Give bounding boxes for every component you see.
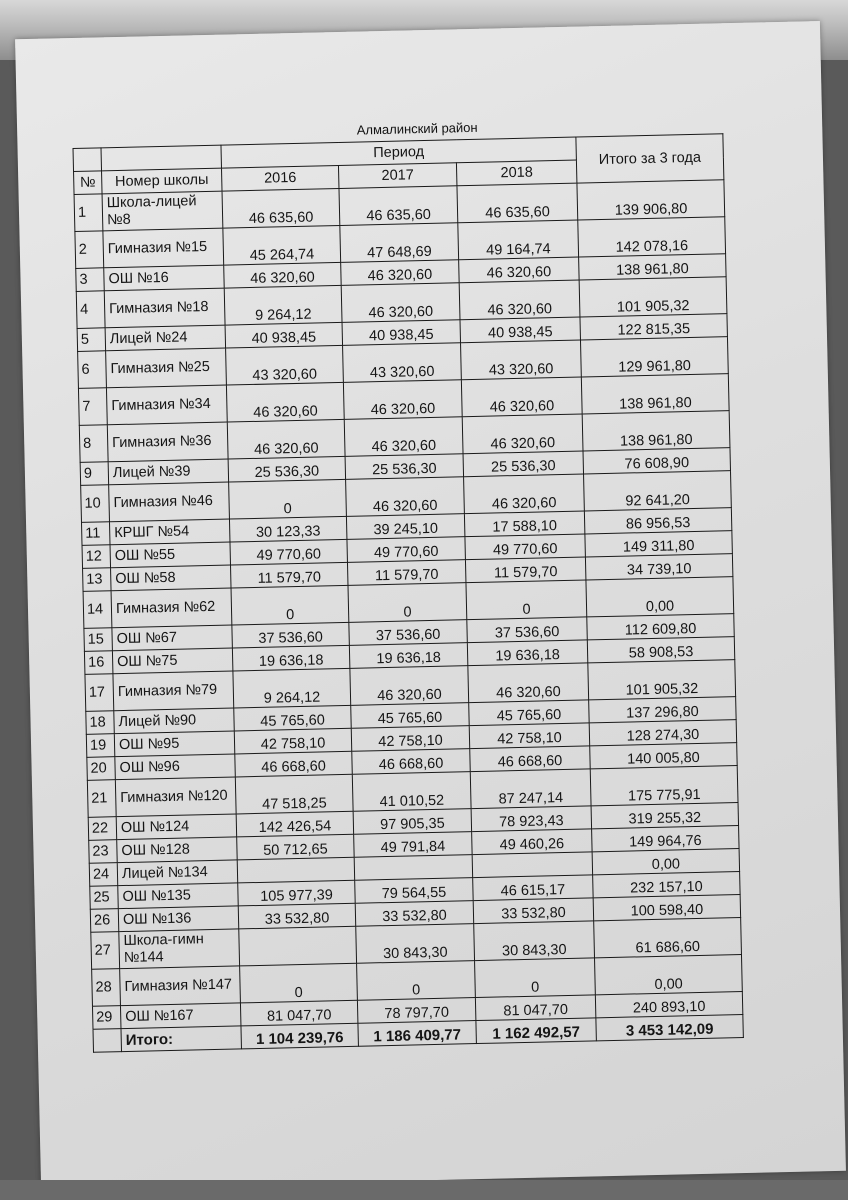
value-2016: 46 668,60 (235, 751, 352, 777)
row-number: 26 (90, 909, 119, 933)
header-spacer-school (101, 145, 221, 171)
row-number: 12 (82, 545, 111, 569)
value-2016: 49 770,60 (230, 539, 347, 565)
row-number: 3 (76, 268, 105, 292)
value-2016: 46 320,60 (224, 262, 341, 288)
school-name: ОШ №55 (110, 542, 230, 568)
value-total: 319 255,32 (591, 803, 738, 829)
row-number: 2 (75, 231, 104, 269)
value-total: 142 078,16 (578, 217, 726, 257)
value-2016: 0 (229, 479, 347, 519)
value-2016: 45 264,74 (223, 225, 341, 265)
row-number: 25 (90, 886, 119, 910)
row-number: 28 (92, 969, 121, 1007)
value-2018: 46 320,60 (459, 280, 580, 320)
value-2018: 49 460,26 (472, 829, 592, 855)
value-2018: 49 770,60 (465, 534, 585, 560)
value-2016: 43 320,60 (226, 345, 344, 385)
value-2016: 45 765,60 (234, 705, 351, 731)
school-name: Лицей №39 (108, 459, 228, 485)
school-name: Школа-гимн №144 (119, 929, 240, 969)
value-total: 128 274,30 (589, 720, 736, 746)
row-number: 14 (83, 591, 112, 629)
value-2017: 0 (348, 583, 467, 623)
value-2017: 45 765,60 (351, 703, 469, 729)
row-number: 17 (85, 674, 114, 712)
value-total: 58 908,53 (587, 637, 734, 663)
school-name: КРШГ №54 (109, 519, 229, 545)
value-total: 138 961,80 (581, 374, 729, 414)
value-2018: 46 320,60 (461, 377, 582, 417)
value-2018: 81 047,70 (475, 995, 595, 1021)
value-2018: 0 (475, 958, 596, 998)
header-total: Итого за 3 года (576, 134, 724, 183)
row-number: 24 (89, 863, 118, 887)
value-2017: 46 668,60 (352, 749, 470, 775)
school-name: ОШ №135 (118, 883, 238, 909)
totals-2018: 1 162 492,57 (476, 1018, 596, 1044)
school-name: ОШ №67 (112, 625, 232, 651)
value-2018: 46 615,17 (473, 875, 593, 901)
row-number: 9 (80, 462, 109, 486)
school-name: ОШ №95 (114, 731, 234, 757)
school-name: ОШ №124 (116, 814, 236, 840)
school-name: Гимназия №36 (107, 422, 228, 462)
value-total: 137 296,80 (589, 697, 736, 723)
row-number: 5 (77, 328, 106, 352)
document-title: Алмалинский район (356, 119, 478, 138)
value-2017: 40 938,45 (342, 320, 460, 346)
school-name: Гимназия №62 (111, 588, 232, 628)
value-2017: 49 791,84 (354, 832, 472, 858)
value-total: 175 775,91 (590, 766, 738, 806)
value-2017: 11 579,70 (347, 560, 465, 586)
value-2018: 46 320,60 (462, 414, 583, 454)
value-2018: 17 588,10 (464, 511, 584, 537)
school-name: ОШ №16 (104, 265, 224, 291)
row-number: 6 (78, 351, 107, 389)
value-total: 138 961,80 (579, 254, 726, 280)
value-2016: 19 636,18 (232, 645, 349, 671)
value-2016: 46 635,60 (222, 188, 340, 228)
value-total: 138 961,80 (582, 411, 730, 451)
row-number: 16 (84, 651, 113, 675)
value-2017: 25 536,30 (345, 454, 463, 480)
header-school: Номер школы (102, 168, 222, 194)
value-2018: 0 (466, 580, 587, 620)
value-2016: 46 320,60 (226, 382, 344, 422)
school-name: Лицей №90 (114, 708, 234, 734)
value-2018: 19 636,18 (467, 640, 587, 666)
value-2017: 37 536,60 (349, 620, 467, 646)
value-2018: 46 635,60 (457, 183, 578, 223)
value-2017: 0 (357, 961, 476, 1001)
value-2016: 47 518,25 (235, 774, 353, 814)
value-2018: 30 843,30 (474, 921, 595, 961)
value-2016: 0 (240, 963, 358, 1003)
value-2016: 37 536,60 (232, 622, 349, 648)
value-2017: 41 010,52 (352, 772, 471, 812)
value-total: 149 311,80 (585, 531, 732, 557)
row-number: 7 (78, 388, 107, 426)
school-name: Гимназия №147 (120, 966, 241, 1006)
value-2016: 105 977,39 (238, 880, 355, 906)
totals-no (93, 1029, 122, 1053)
value-total: 86 956,53 (584, 508, 731, 534)
value-total: 34 739,10 (585, 554, 732, 580)
school-name: Гимназия №46 (109, 482, 230, 522)
value-2018: 87 247,14 (470, 769, 591, 809)
school-name: Гимназия №15 (103, 228, 224, 268)
value-total: 240 893,10 (595, 992, 742, 1018)
header-period: Период (221, 137, 576, 168)
header-no: № (74, 171, 103, 195)
school-name: ОШ №136 (118, 906, 238, 932)
value-2018: 45 765,60 (469, 700, 589, 726)
value-2016: 0 (231, 585, 349, 625)
document-content (72, 111, 743, 1053)
value-2016: 42 758,10 (234, 728, 351, 754)
row-number: 8 (79, 425, 108, 463)
value-total: 232 157,10 (593, 872, 740, 898)
value-2017: 33 532,80 (355, 901, 473, 927)
value-total: 100 598,40 (593, 895, 740, 921)
value-total: 101 905,32 (588, 660, 736, 700)
value-2016: 81 047,70 (240, 1000, 357, 1026)
row-number: 19 (86, 734, 115, 758)
value-2017: 39 245,10 (346, 514, 464, 540)
value-2017 (354, 855, 472, 881)
row-number: 1 (74, 194, 103, 232)
row-number: 15 (84, 628, 113, 652)
value-2018: 46 320,60 (468, 663, 589, 703)
value-2018: 37 536,60 (467, 617, 587, 643)
value-2017: 46 320,60 (343, 380, 462, 420)
value-total: 149 964,76 (592, 826, 739, 852)
school-name: ОШ №167 (120, 1003, 240, 1029)
value-2016: 9 264,12 (224, 285, 342, 325)
value-2017: 46 320,60 (344, 417, 463, 457)
value-total: 0,00 (595, 955, 743, 995)
value-2018: 46 320,60 (459, 257, 579, 283)
value-total: 122 815,35 (580, 314, 727, 340)
row-number: 22 (88, 817, 117, 841)
value-2018: 46 668,60 (470, 746, 590, 772)
school-name: ОШ №58 (111, 565, 231, 591)
row-number: 11 (81, 522, 110, 546)
value-2017: 19 636,18 (349, 643, 467, 669)
school-name: Лицей №24 (105, 325, 225, 351)
value-2016: 142 426,54 (236, 811, 353, 837)
school-name: Гимназия №79 (113, 671, 234, 711)
value-total: 112 609,80 (587, 614, 734, 640)
school-name: ОШ №128 (117, 837, 237, 863)
value-total: 139 906,80 (577, 180, 725, 220)
value-2018: 25 536,30 (463, 451, 583, 477)
header-2018: 2018 (456, 160, 576, 186)
totals-label: Итого: (121, 1026, 241, 1052)
totals-grand: 3 453 142,09 (596, 1015, 743, 1041)
school-name: Лицей №134 (117, 860, 237, 886)
value-2017: 43 320,60 (343, 343, 462, 383)
school-name: Гимназия №34 (106, 385, 227, 425)
school-name: Школа-лицей №8 (102, 191, 223, 231)
value-total: 140 005,80 (590, 743, 737, 769)
header-2017: 2017 (338, 163, 456, 189)
value-2016: 46 320,60 (227, 419, 345, 459)
school-name: Гимназия №25 (106, 348, 227, 388)
value-2016: 33 532,80 (238, 903, 355, 929)
scan-bottom-edge (0, 1180, 848, 1200)
row-number: 20 (87, 757, 116, 781)
value-2018 (472, 852, 592, 878)
value-2017: 49 770,60 (347, 537, 465, 563)
value-2016: 25 536,30 (228, 456, 345, 482)
row-number: 29 (92, 1006, 121, 1030)
header-2016: 2016 (221, 165, 338, 191)
value-total: 61 686,60 (594, 918, 742, 958)
value-2018: 11 579,70 (465, 557, 585, 583)
value-2017: 47 648,69 (340, 223, 459, 263)
row-number: 18 (86, 711, 115, 735)
value-2016 (239, 926, 357, 966)
row-number: 23 (89, 840, 118, 864)
value-2017: 97 905,35 (353, 809, 471, 835)
school-name: ОШ №96 (115, 754, 235, 780)
value-2018: 43 320,60 (461, 340, 582, 380)
value-2017: 79 564,55 (355, 878, 473, 904)
header-spacer-no (73, 148, 102, 172)
row-number: 27 (91, 932, 120, 970)
value-2017: 46 320,60 (341, 260, 459, 286)
value-2018: 33 532,80 (473, 898, 593, 924)
value-2016: 30 123,33 (229, 516, 346, 542)
totals-2017: 1 186 409,77 (358, 1021, 476, 1047)
value-2018: 40 938,45 (460, 317, 580, 343)
value-total: 101 905,32 (579, 277, 727, 317)
value-total: 129 961,80 (580, 337, 728, 377)
value-total: 92 641,20 (584, 471, 732, 511)
value-2018: 42 758,10 (469, 723, 589, 749)
value-2018: 78 923,43 (471, 806, 591, 832)
value-2017: 46 320,60 (350, 666, 469, 706)
value-2017: 46 635,60 (339, 186, 458, 226)
value-2016: 50 712,65 (237, 834, 354, 860)
value-2017: 78 797,70 (357, 998, 475, 1024)
school-name: ОШ №75 (112, 648, 232, 674)
value-total: 76 608,90 (583, 448, 730, 474)
school-name: Гимназия №120 (115, 777, 236, 817)
value-2016: 40 938,45 (225, 322, 342, 348)
value-total: 0,00 (592, 849, 739, 875)
value-2017: 30 843,30 (356, 924, 475, 964)
totals-2016: 1 104 239,76 (241, 1023, 358, 1049)
row-number: 10 (81, 485, 110, 523)
value-2018: 49 164,74 (458, 220, 579, 260)
value-2017: 46 320,60 (346, 477, 465, 517)
row-number: 21 (87, 780, 116, 818)
table-body (74, 180, 743, 1030)
value-2016 (237, 857, 354, 883)
value-2017: 42 758,10 (351, 726, 469, 752)
value-2016: 11 579,70 (231, 562, 348, 588)
row-number: 13 (83, 568, 112, 592)
value-2016: 9 264,12 (233, 668, 351, 708)
value-2018: 46 320,60 (464, 474, 585, 514)
school-name: Гимназия №18 (104, 288, 225, 328)
value-total: 0,00 (586, 577, 734, 617)
value-2017: 46 320,60 (341, 283, 460, 323)
funding-table (72, 133, 743, 1053)
row-number: 4 (76, 291, 105, 329)
